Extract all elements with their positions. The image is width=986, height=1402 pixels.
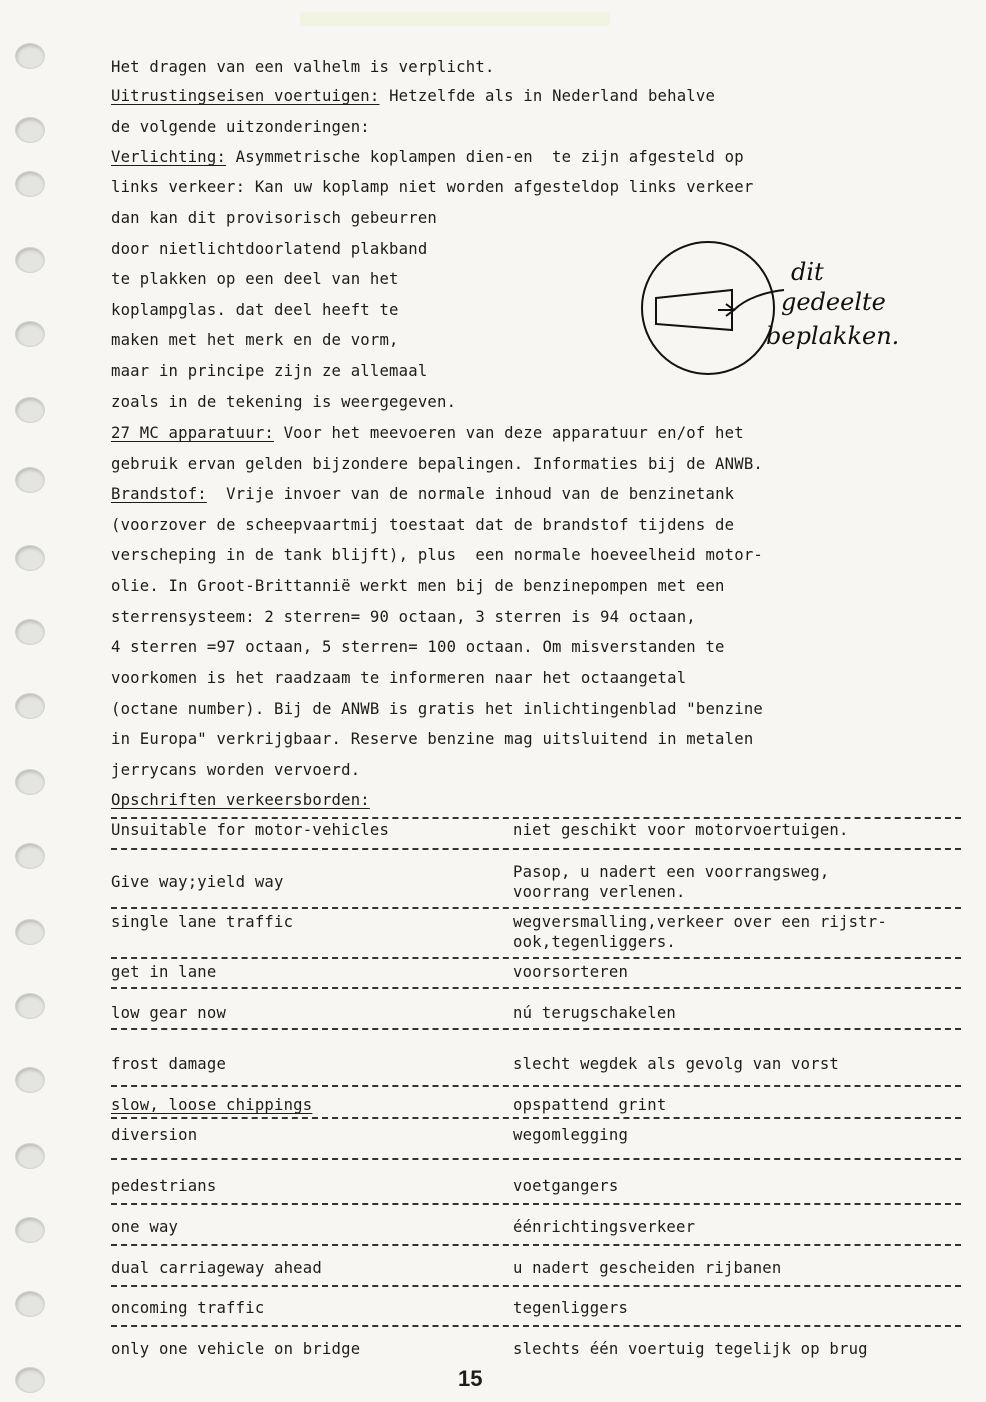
text-line: olie. In Groot-Brittannië werkt men bij de benzinepompen met een [111,577,725,595]
english-sign: frost damage [111,1055,227,1073]
text-line: jerrycans worden vervoerd. [111,761,361,779]
english-sign: dual carriageway ahead [111,1259,322,1277]
binder-hole [16,44,44,68]
text-line: verscheping in de tank blijft), plus een normale hoeveelheid motor- [111,546,763,564]
english-sign: get in lane [111,963,217,981]
text-line: (octane number). Bij de ANWB is gratis het inlichtingenblad "benzine [111,700,763,718]
binder-hole [16,694,44,718]
table-divider [111,1028,961,1030]
dutch-translation: u nadert gescheiden rijbanen [513,1259,782,1277]
table-row [111,1298,961,1338]
section-text: Asymmetrische koplampen dien-en te zijn afgesteld op [226,148,744,166]
dutch-translation: nú terugschakelen [513,1004,676,1022]
dutch-translation: slecht wegdek als gevolg van vorst [513,1055,839,1073]
binder-hole [16,1218,44,1242]
binder-hole [16,248,44,272]
section-heading: Brandstof: [111,485,207,503]
section-heading: Opschriften verkeersborden: [111,791,370,809]
section-heading: 27 MC apparatuur: [111,424,274,442]
text-line: in Europa" verkrijgbaar. Reserve benzine mag uitsluitend in metalen [111,730,754,748]
english-sign: diversion [111,1126,198,1144]
section-verlichting [111,147,744,167]
english-sign: slow, loose chippings [111,1096,313,1114]
section-opschriften [111,790,370,810]
section-heading: Uitrustingseisen voertuigen: [111,87,380,105]
table-divider [111,1085,961,1087]
binder-hole [16,920,44,944]
binder-hole [16,994,44,1018]
text-line: dan kan dit provisorisch gebeurren [111,209,437,227]
english-sign: Unsuitable for motor-vehicles [111,821,390,839]
text-line: koplampglas. dat deel heeft te [111,301,399,319]
table-row [111,1217,961,1257]
binder-hole [16,118,44,142]
dutch-translation: tegenliggers [513,1299,629,1317]
table-divider [111,1158,961,1160]
section-heading: Verlichting: [111,148,227,166]
binder-hole [16,770,44,794]
table-row [111,1054,961,1094]
text-line: (voorzover de scheepvaartmij toestaat dat de brandstof tijdens de [111,516,735,534]
table-divider [111,1203,961,1205]
table-divider [111,817,961,819]
binder-hole [16,620,44,644]
text-line: voorkomen is het raadzaam te informeren naar het octaangetal [111,669,687,687]
handwriting-line: gedeelte [781,288,886,316]
english-sign: oncoming traffic [111,1299,265,1317]
english-sign: only one vehicle on bridge [111,1340,361,1358]
text-line: maken met het merk en de vorm, [111,331,399,349]
table-row [111,912,961,952]
dutch-translation: niet geschikt voor motorvoertuigen. [513,821,849,839]
binder-hole [16,468,44,492]
handwriting-line: dit [791,258,824,286]
bleed-through-mark [300,12,610,26]
binder-hole [16,322,44,346]
text-line: 4 sterren =97 octaan, 5 sterren= 100 octaan. Om misverstanden te [111,638,725,656]
dutch-translation: opspattend grint [513,1096,667,1114]
section-text: Hetzelfde als in Nederland behalve [379,87,716,105]
table-divider [111,1285,961,1287]
binder-hole [16,172,44,196]
section-apparatuur [111,423,744,443]
dutch-translation: voorsorteren [513,963,629,981]
binder-hole [16,844,44,868]
text-line: maar in principe zijn ze allemaal [111,362,428,380]
text-line: sterrensysteem: 2 sterren= 90 octaan, 3 sterren is 94 octaan, [111,608,696,626]
section-uitrusting [111,86,715,106]
text-line: links verkeer: Kan uw koplamp niet worden afgesteldop links verkeer [111,178,754,196]
dutch-translation: wegomlegging [513,1126,629,1144]
table-divider [111,957,961,959]
dutch-translation: Pasop, u nadert een voorrangsweg, voorrang verlenen. [513,863,830,901]
table-divider [111,848,961,850]
section-text: Vrije invoer van de normale inhoud van de benzinetank [206,485,735,503]
dutch-translation: wegversmalling,verkeer over een rijstr- ook,tegenliggers. [513,913,887,951]
dutch-translation: voetgangers [513,1177,619,1195]
table-divider [111,987,961,989]
english-sign: one way [111,1218,179,1236]
table-row [111,1003,961,1043]
english-sign: Give way;yield way [111,873,284,891]
text-line: te plakken op een deel van het [111,270,399,288]
table-divider [111,1117,961,1119]
binder-hole [16,1292,44,1316]
headlamp-drawing [626,238,926,388]
binder-hole [16,1144,44,1168]
dutch-translation: éénrichtingsverkeer [513,1218,696,1236]
text-line: door nietlichtdoorlatend plakband [111,240,428,258]
text-line: Het dragen van een valhelm is verplicht. [111,58,495,76]
text-line: de volgende uitzonderingen: [111,118,370,136]
table-row [111,1339,961,1379]
table-divider [111,1325,961,1327]
english-sign: single lane traffic [111,913,294,931]
english-sign: low gear now [111,1004,227,1022]
binder-holes [16,30,48,1400]
binder-hole [16,546,44,570]
table-divider [111,907,961,909]
table-divider [111,1244,961,1246]
binder-hole [16,1368,44,1392]
table-row [111,1176,961,1216]
table-row [111,862,961,902]
text-line: gebruik ervan gelden bijzondere bepalingen. Informaties bij de ANWB. [111,455,763,473]
section-text: Voor het meevoeren van deze apparatuur en/of het [274,424,744,442]
english-sign: pedestrians [111,1177,217,1195]
binder-hole [16,1068,44,1092]
table-row [111,820,961,860]
dutch-translation: slechts één voertuig tegelijk op brug [513,1340,868,1358]
text-line: zoals in de tekening is weergegeven. [111,393,457,411]
table-row [111,962,961,1002]
handwriting-line: beplakken. [766,322,900,350]
table-row [111,1258,961,1298]
binder-hole [16,398,44,422]
page-number: 15 [458,1366,483,1391]
section-brandstof [111,484,734,504]
